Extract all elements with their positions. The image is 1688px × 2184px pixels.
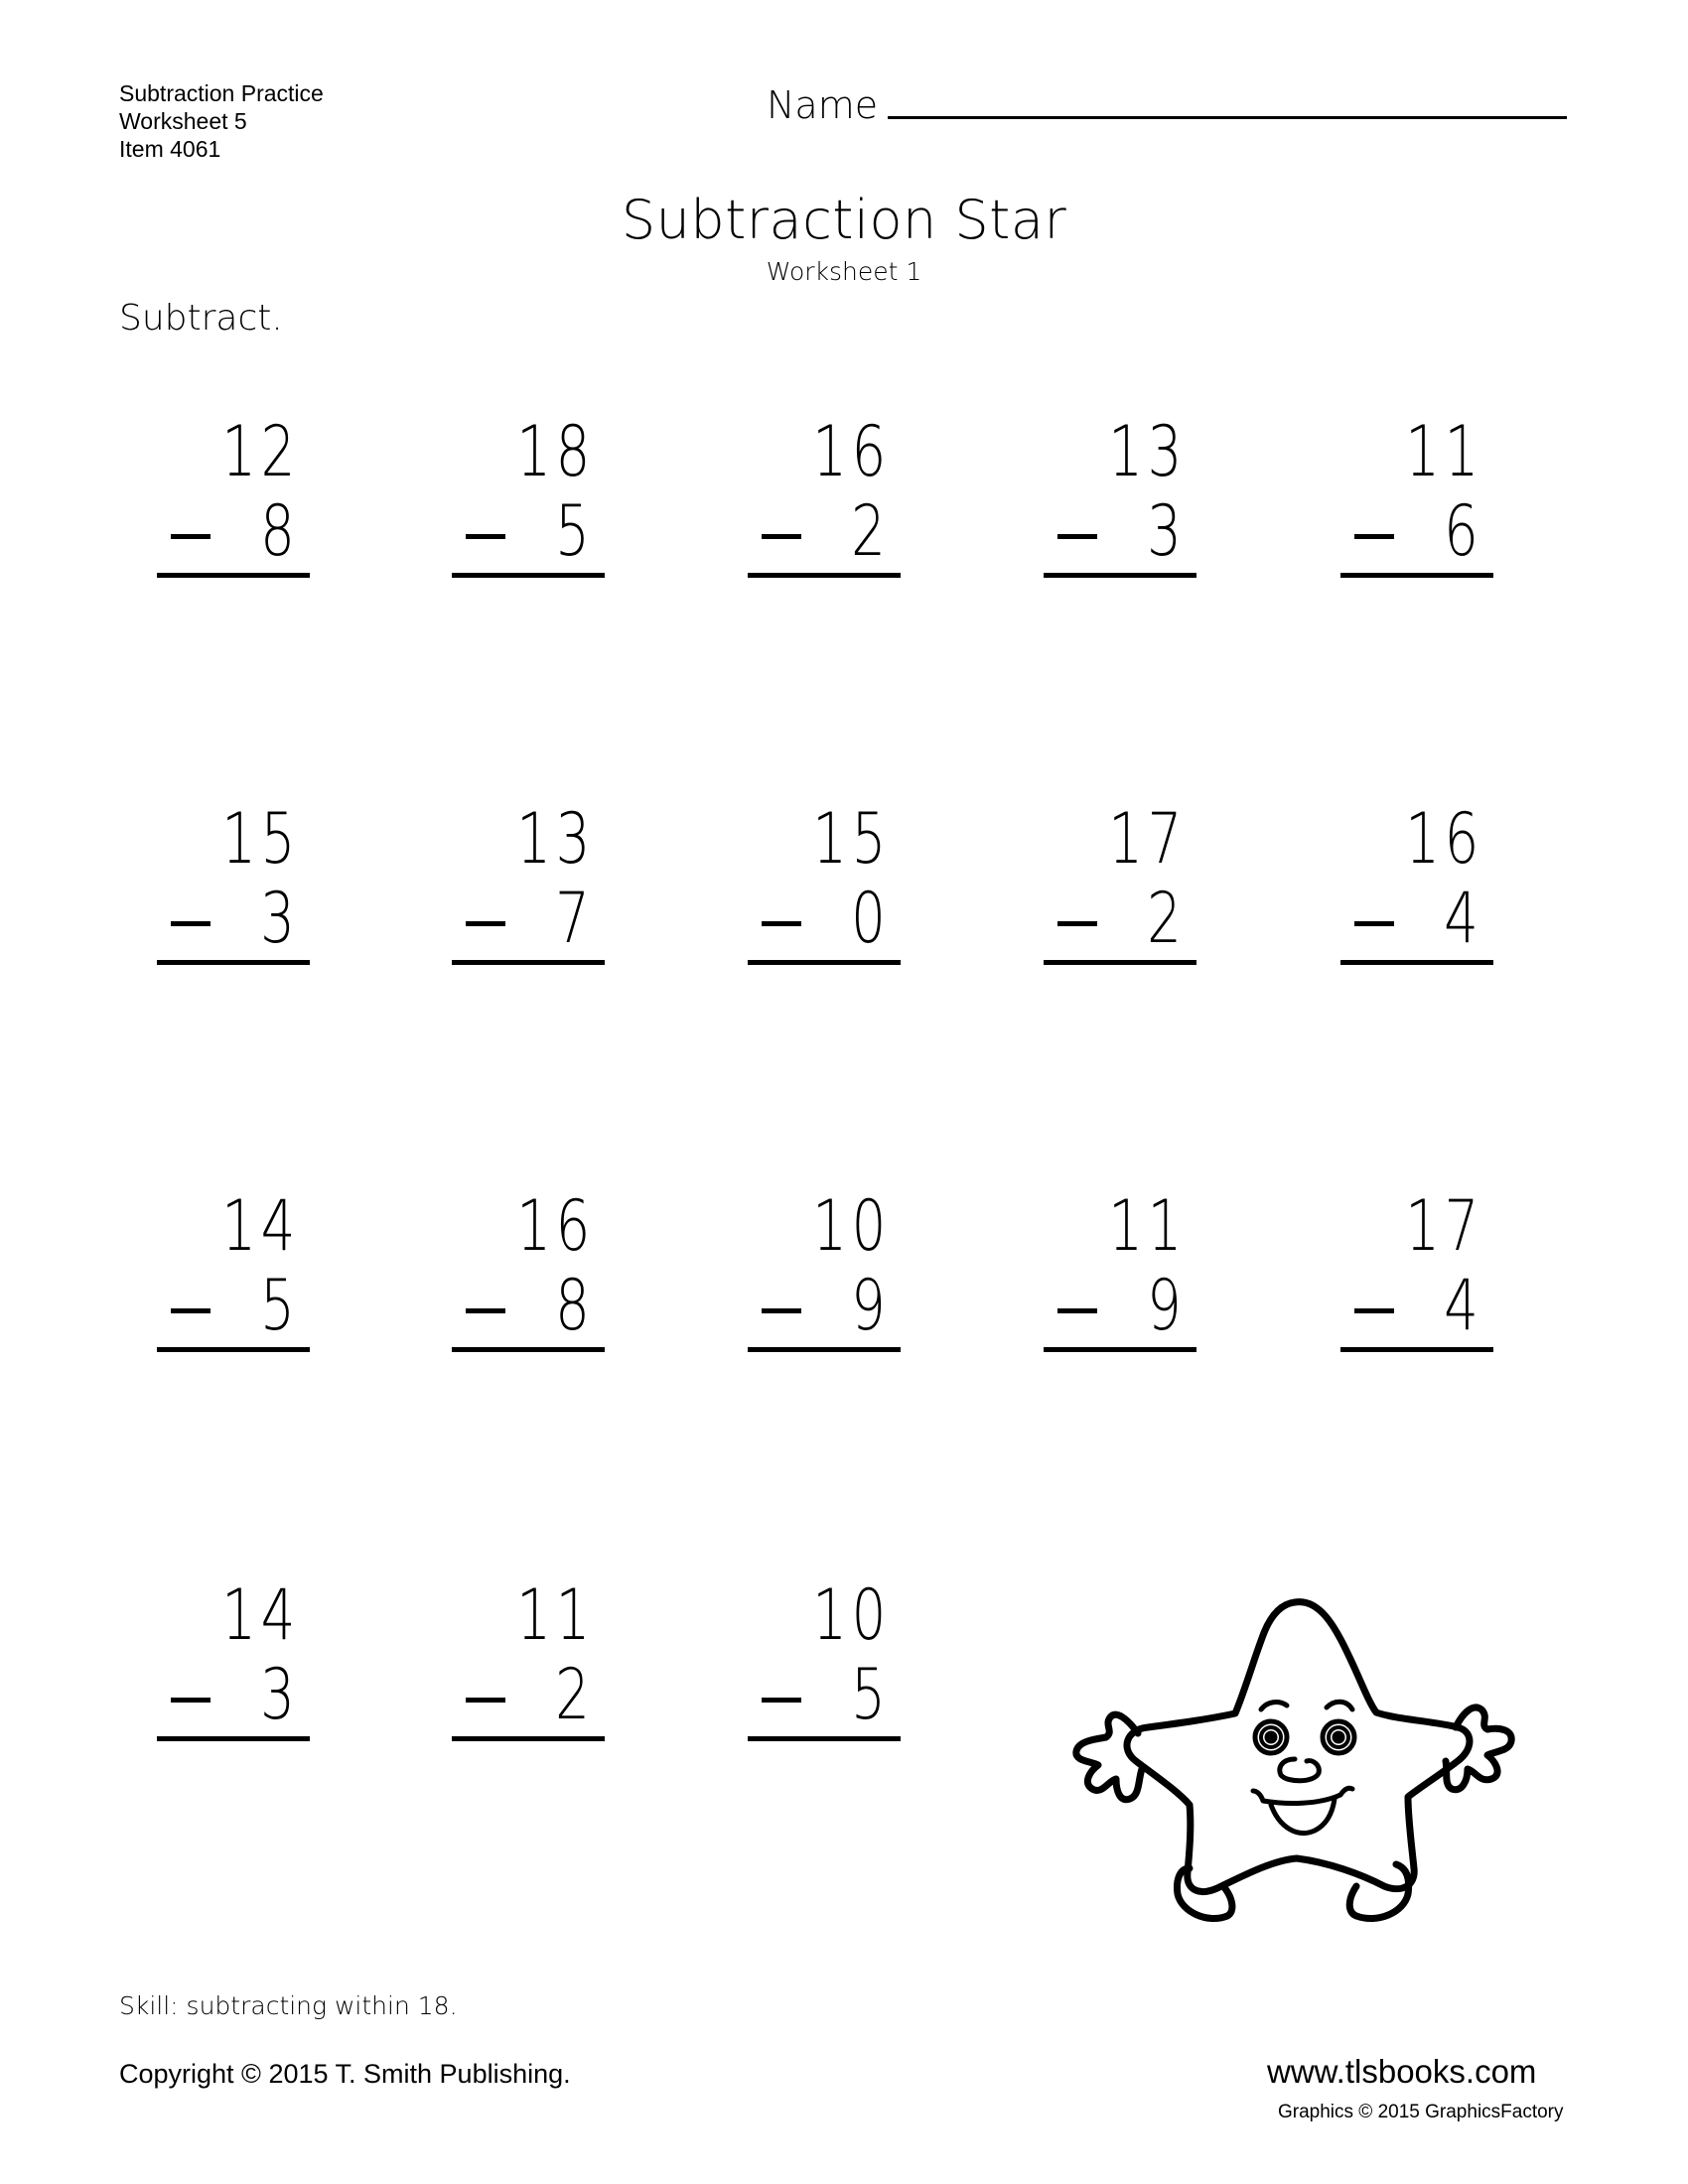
minus-sign-icon — [466, 1308, 505, 1313]
minuend: 18 — [516, 411, 595, 492]
name-blank-line[interactable] — [888, 116, 1567, 119]
answer-line[interactable] — [748, 1736, 901, 1741]
minus-sign-icon — [762, 534, 801, 539]
subtrahend: 3 — [260, 878, 300, 959]
subtraction-problem — [1340, 411, 1493, 584]
minuend: 13 — [516, 798, 595, 880]
subtraction-problem — [157, 798, 310, 971]
answer-line[interactable] — [157, 1736, 310, 1741]
answer-line[interactable] — [748, 573, 901, 578]
minus-sign-icon — [762, 921, 801, 926]
subtrahend: 9 — [1147, 1265, 1187, 1346]
meta-series: Subtraction Practice — [119, 80, 324, 106]
subtrahend: 5 — [260, 1265, 300, 1346]
minus-sign-icon — [762, 1698, 801, 1703]
minuend: 15 — [812, 798, 891, 880]
subtraction-problem — [452, 411, 605, 584]
minuend: 11 — [1405, 411, 1483, 492]
minus-sign-icon — [1057, 921, 1097, 926]
subtraction-problem — [1340, 1185, 1493, 1358]
subtraction-problem — [1044, 411, 1196, 584]
subtrahend: 5 — [555, 490, 595, 572]
answer-line[interactable] — [1044, 1347, 1196, 1352]
minus-sign-icon — [1057, 534, 1097, 539]
minuend: 12 — [221, 411, 300, 492]
answer-line[interactable] — [748, 960, 901, 965]
graphics-credit: Graphics © 2015 GraphicsFactory — [1278, 2102, 1564, 2122]
subtraction-problem — [748, 1574, 901, 1747]
subtrahend: 4 — [1444, 1265, 1483, 1346]
subtrahend: 6 — [1444, 490, 1483, 572]
subtraction-problem — [452, 798, 605, 971]
minus-sign-icon — [171, 921, 211, 926]
name-field[interactable] — [767, 83, 1567, 127]
subtrahend: 4 — [1444, 878, 1483, 959]
minus-sign-icon — [171, 1698, 211, 1703]
name-label: Name — [767, 83, 879, 127]
answer-line[interactable] — [1340, 573, 1493, 578]
answer-line[interactable] — [748, 1347, 901, 1352]
subtraction-problem — [748, 1185, 901, 1358]
answer-line[interactable] — [1340, 960, 1493, 965]
minuend: 17 — [1405, 1185, 1483, 1267]
minus-sign-icon — [1354, 534, 1394, 539]
minuend: 10 — [812, 1574, 891, 1656]
minuend: 13 — [1108, 411, 1187, 492]
answer-line[interactable] — [157, 960, 310, 965]
answer-line[interactable] — [452, 1736, 605, 1741]
subtrahend: 7 — [555, 878, 595, 959]
answer-line[interactable] — [1044, 960, 1196, 965]
answer-line[interactable] — [452, 573, 605, 578]
subtrahend: 2 — [851, 490, 891, 572]
meta-worksheet-number: Worksheet 5 — [119, 108, 247, 134]
minus-sign-icon — [171, 534, 211, 539]
page-subtitle: Worksheet 1 — [766, 257, 922, 286]
minus-sign-icon — [466, 534, 505, 539]
page-title: Subtraction Star — [621, 189, 1067, 251]
minuend: 15 — [221, 798, 300, 880]
subtrahend: 3 — [260, 1654, 300, 1735]
answer-line[interactable] — [157, 1347, 310, 1352]
subtrahend: 3 — [1147, 490, 1187, 572]
minus-sign-icon — [762, 1308, 801, 1313]
subtraction-problem — [157, 1185, 310, 1358]
meta-item-number: Item 4061 — [119, 136, 221, 162]
subtrahend: 2 — [555, 1654, 595, 1735]
minus-sign-icon — [1354, 1308, 1394, 1313]
answer-line[interactable] — [157, 573, 310, 578]
answer-line[interactable] — [452, 960, 605, 965]
minuend: 14 — [221, 1185, 300, 1267]
minuend: 11 — [516, 1574, 595, 1656]
subtraction-problem — [1044, 798, 1196, 971]
subtraction-problem — [1044, 1185, 1196, 1358]
answer-line[interactable] — [1340, 1347, 1493, 1352]
subtrahend: 0 — [851, 878, 891, 959]
subtraction-problem — [452, 1185, 605, 1358]
minuend: 17 — [1108, 798, 1187, 880]
subtrahend: 9 — [851, 1265, 891, 1346]
subtrahend: 5 — [851, 1654, 891, 1735]
minuend: 16 — [516, 1185, 595, 1267]
subtrahend: 8 — [260, 490, 300, 572]
subtraction-problem — [157, 1574, 310, 1747]
minuend: 11 — [1108, 1185, 1187, 1267]
copyright-text: Copyright © 2015 T. Smith Publishing. — [119, 2059, 571, 2089]
minuend: 16 — [1405, 798, 1483, 880]
minus-sign-icon — [466, 1698, 505, 1703]
subtraction-problem — [748, 411, 901, 584]
answer-line[interactable] — [1044, 573, 1196, 578]
instruction-text: Subtract. — [119, 298, 283, 339]
smiling-star-icon — [1058, 1570, 1515, 1934]
answer-line[interactable] — [452, 1347, 605, 1352]
subtrahend: 8 — [555, 1265, 595, 1346]
worksheet-meta — [119, 79, 324, 163]
minuend: 16 — [812, 411, 891, 492]
minus-sign-icon — [1057, 1308, 1097, 1313]
minus-sign-icon — [1354, 921, 1394, 926]
subtraction-problem — [157, 411, 310, 584]
website-link[interactable]: www.tlsbooks.com — [1267, 2053, 1537, 2090]
minus-sign-icon — [466, 921, 505, 926]
subtraction-problem — [1340, 798, 1493, 971]
subtraction-problem — [452, 1574, 605, 1747]
minus-sign-icon — [171, 1308, 211, 1313]
minuend: 10 — [812, 1185, 891, 1267]
subtraction-problem — [748, 798, 901, 971]
minuend: 14 — [221, 1574, 300, 1656]
skill-note: Skill: subtracting within 18. — [119, 1991, 458, 2020]
subtrahend: 2 — [1147, 878, 1187, 959]
